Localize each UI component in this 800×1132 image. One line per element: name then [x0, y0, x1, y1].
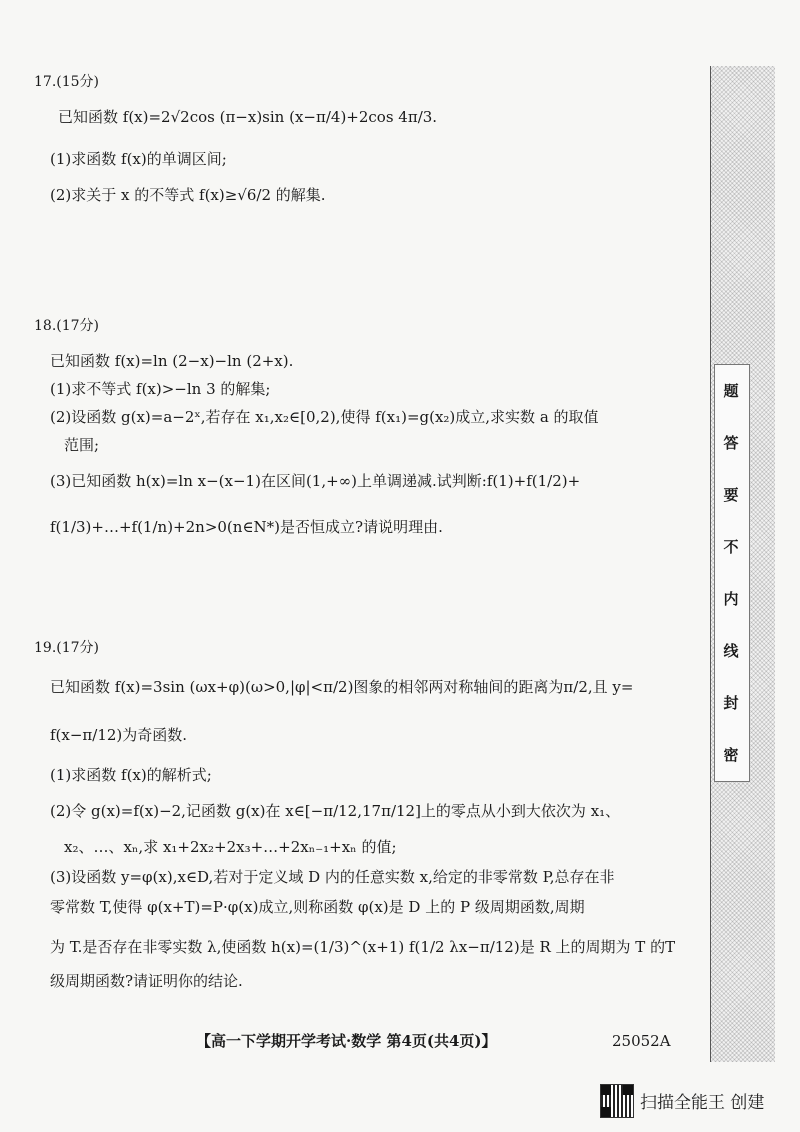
- q17-stem: 已知函数 f(x)=2√2cos (π−x)sin (x−π/4)+2cos 4π/3.: [58, 108, 438, 126]
- q19-part3-line2: 零常数 T,使得 φ(x+T)=P·φ(x)成立,则称函数 φ(x)是 D 上的 P 级周期函数,周期: [50, 898, 585, 916]
- q17-part2: (2)求关于 x 的不等式 f(x)≥√6/2 的解集.: [50, 186, 326, 204]
- q19-stem-line2: f(x−π/12)为奇函数.: [50, 726, 188, 744]
- q19-stem-line1: 已知函数 f(x)=3sin (ωx+φ)(ω>0,|φ|<π/2)图象的相邻两对称轴间的距离为π/2,且 y=: [50, 678, 634, 696]
- seal-char-6: 线: [723, 642, 739, 660]
- q18-header: 18.(17分): [34, 318, 100, 334]
- seal-char-1: 题: [723, 382, 739, 400]
- seal-char-3: 要: [723, 486, 739, 504]
- q18-part2-line1: (2)设函数 g(x)=a−2ˣ,若存在 x₁,x₂∈[0,2),使得 f(x₁)=g(x₂)成立,求实数 a 的取值: [50, 408, 599, 426]
- q17-part1: (1)求函数 f(x)的单调区间;: [50, 150, 227, 168]
- q19-part1: (1)求函数 f(x)的解析式;: [50, 766, 212, 784]
- q19-part3-line4: 级周期函数?请证明你的结论.: [50, 972, 243, 990]
- q18-part3-line1: (3)已知函数 h(x)=ln x−(x−1)在区间(1,+∞)上单调递减.试判断:f(1)+f(1/2)+: [50, 472, 581, 490]
- footer-title: 【高一下学期开学考试·数学 第4页(共4页)】: [196, 1032, 497, 1050]
- q18-part2-line2: 范围;: [64, 436, 100, 454]
- q19-header: 19.(17分): [34, 640, 100, 656]
- qr-code-icon: [600, 1084, 634, 1118]
- q19-part3-line1: (3)设函数 y=φ(x),x∈D,若对于定义域 D 内的任意实数 x,给定的非零常数 P,总存在非: [50, 868, 615, 886]
- scanner-watermark: 扫描全能王 创建: [640, 1093, 765, 1113]
- q18-part1: (1)求不等式 f(x)>−ln 3 的解集;: [50, 380, 271, 398]
- q17-header: 17.(15分): [34, 74, 100, 90]
- seal-char-2: 答: [723, 434, 739, 452]
- q18-part3-line2: f(1/3)+…+f(1/n)+2n>0(n∈N*)是否恒成立?请说明理由.: [50, 518, 443, 536]
- q18-stem: 已知函数 f(x)=ln (2−x)−ln (2+x).: [50, 352, 294, 370]
- q19-part2-line1: (2)令 g(x)=f(x)−2,记函数 g(x)在 x∈[−π/12,17π/12]上的零点从小到大依次为 x₁、: [50, 802, 621, 820]
- q19-part3-line3: 为 T.是否存在非零实数 λ,使函数 h(x)=(1/3)^(x+1) f(1/2 λx−π/12)是 R 上的周期为 T 的T: [50, 938, 676, 956]
- seal-char-8: 密: [723, 746, 739, 764]
- q19-part2-line2: x₂、…、xₙ,求 x₁+2x₂+2x₃+…+2xₙ₋₁+xₙ 的值;: [64, 838, 397, 856]
- seal-char-7: 封: [723, 694, 739, 712]
- seal-char-5: 内: [723, 590, 739, 608]
- paper-code: 25052A: [612, 1032, 671, 1050]
- sealing-line-box: [714, 364, 750, 782]
- seal-char-4: 不: [723, 538, 739, 556]
